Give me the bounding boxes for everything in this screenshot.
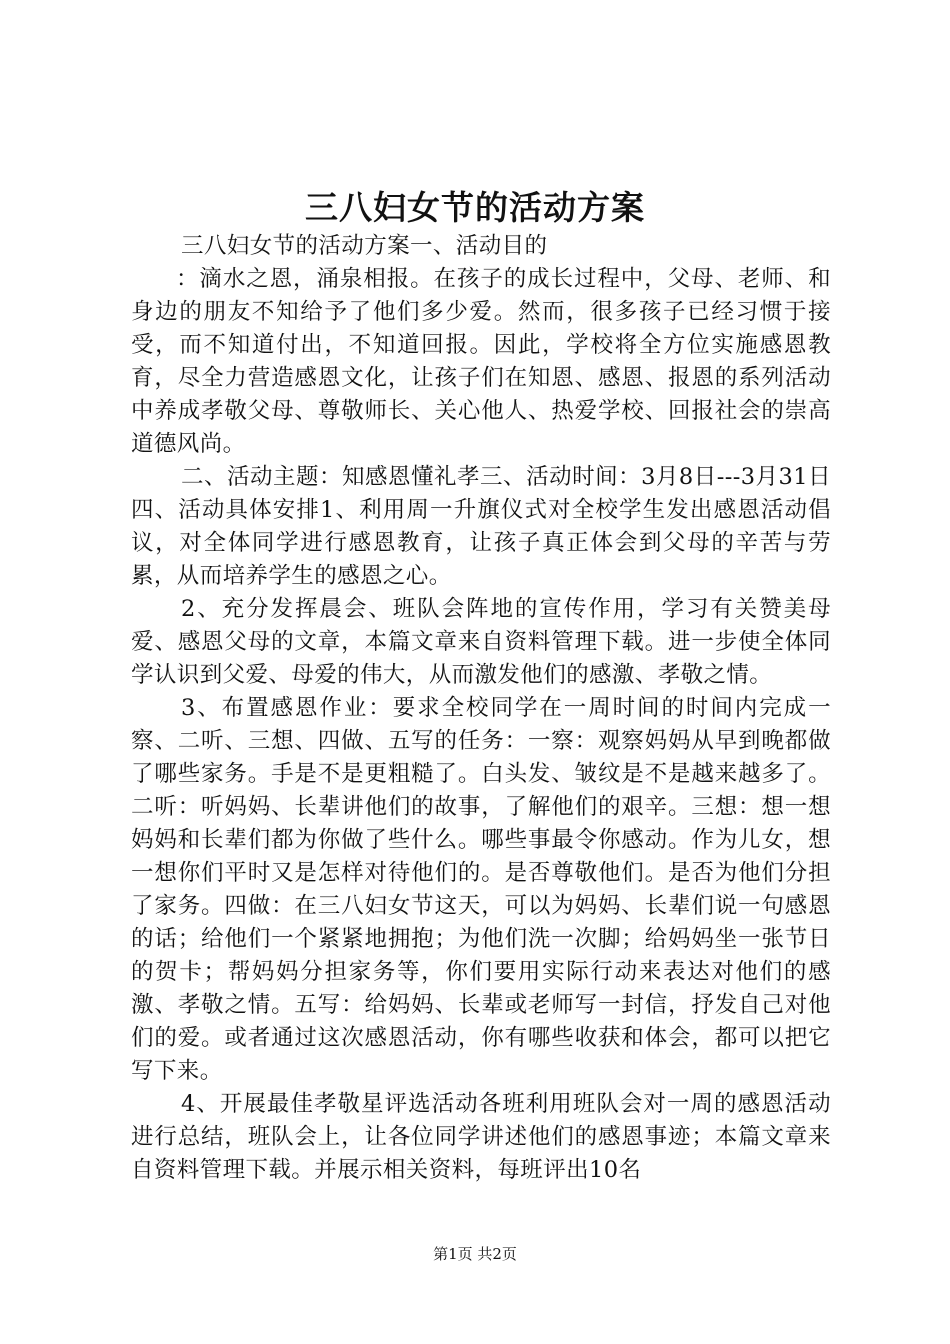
paragraph-item-4: 4、开展最佳孝敬星评选活动各班利用班队会对一周的感恩活动进行总结，班队会上，让各位同学讲述他们的感恩事迹；本篇文章来自资料管理下载。并展示相关资料，每班评出10名 <box>131 1091 831 1183</box>
paragraph-item-3: 3、布置感恩作业：要求全校同学在一周时间的时间内完成一察、二听、三想、四做、五写的任务：一察：观察妈妈从早到晚都做了哪些家务。手是不是更粗糙了。白头发、皱纹是不是越来越多了。二听：听妈妈、长辈讲他们的故事，了解他们的艰辛。三想：想一想妈妈和长辈们都为你做了些什么。哪些事最令你感动。作为儿女，想一想你们平时又是怎样对待他们的。是否尊敬他们。是否为他们分担了家务。四做：在三八妇女节这天，可以为妈妈、长辈们说一句感恩的话；给他们一个紧紧地拥抱；为他们洗一次脚；给妈妈坐一张节日的贺卡；帮妈妈分担家务等，你们要用实际行动来表达对他们的感激、孝敬之情。五写：给妈妈、长辈或老师写一封信，抒发自己对他们的爱。或者通过这次感恩活动，你有哪些收获和体会，都可以把它写下来。 <box>131 695 831 1084</box>
document-title: 三八妇女节的活动方案 <box>305 188 645 227</box>
paragraph-item-2: 2、充分发挥晨会、班队会阵地的宣传作用，学习有关赞美母爱、感恩父母的文章，本篇文章来自资料管理下载。进一步使全体同学认识到父爱、母爱的伟大，从而激发他们的感激、孝敬之情。 <box>131 596 831 688</box>
page-footer: 第1页 共2页 <box>433 1245 517 1263</box>
document-body <box>131 230 831 1187</box>
paragraph-purpose: ：滴水之恩，涌泉相报。在孩子的成长过程中，父母、老师、和身边的朋友不知给予了他们多少爱。然而，很多孩子已经习惯于接受，而不知道付出，不知道回报。因此，学校将全方位实施感恩教育，尽全力营造感恩文化，让孩子们在知恩、感恩、报恩的系列活动中养成孝敬父母、尊敬师长、关心他人、热爱学校、回报社会的崇高道德风尚。 <box>131 266 831 457</box>
paragraph-intro: 三八妇女节的活动方案一、活动目的 <box>181 233 548 259</box>
paragraph-theme-time: 二、活动主题：知感恩懂礼孝三、活动时间：3月8日---3月31日四、活动具体安排1、利用周一升旗仪式对全校学生发出感恩活动倡议，对全体同学进行感恩教育，让孩子真正体会到父母的辛苦与劳累，从而培养学生的感恩之心。 <box>131 464 831 589</box>
